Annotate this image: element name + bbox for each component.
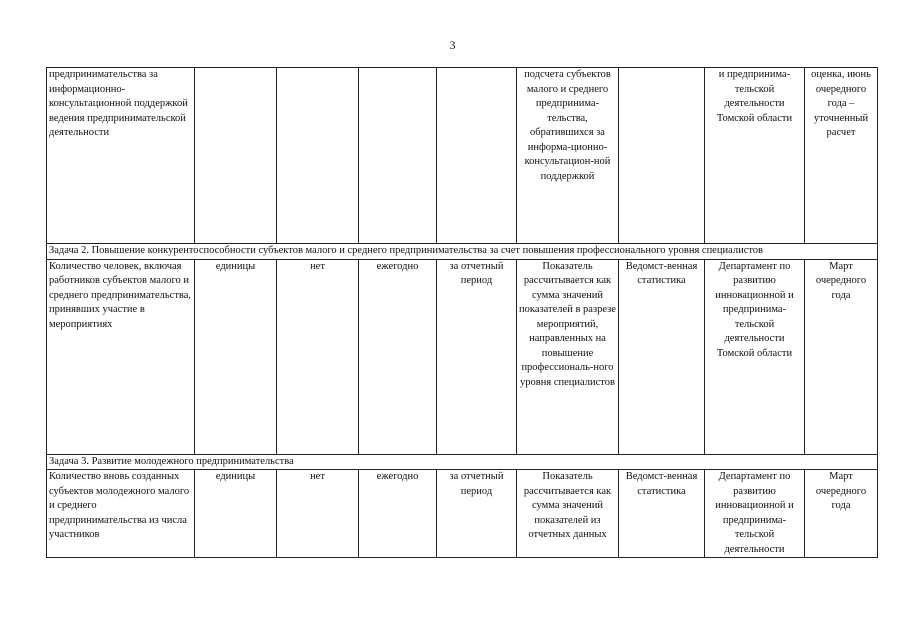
responsible-cell: Департамент по развитию инновационной и предпринима-тельской деятельности Томской области: [705, 259, 805, 454]
table-row: [47, 68, 878, 244]
method-cell: подсчета субъектов малого и среднего предпринима-тельства, обратившихся за информа-ционно-консультацион-ной поддержкой: [517, 68, 619, 244]
method-cell: Показатель рассчитывается как сумма значений показателей из отчетных данных: [517, 470, 619, 558]
source-cell: [619, 68, 705, 244]
indicator-name-cell: предпринимательства за информационно-консультационной поддержкой ведения предпринимательской деятельности: [47, 68, 195, 244]
method-cell: Показатель рассчитывается как сумма значений показателей в разрезе мероприятий, направленных на повышение профессиональ-ного уровня специалистов: [517, 259, 619, 454]
deadline-cell: Март очередного года: [805, 470, 878, 558]
type-cell: нет: [277, 470, 359, 558]
indicator-name-cell: Количество вновь созданных субъектов молодежного малого и среднего предпринимательства из числа участников: [47, 470, 195, 558]
period-cell: [437, 68, 517, 244]
unit-cell: единицы: [195, 259, 277, 454]
task-3-heading: Задача 3. Развитие молодежного предпринимательства: [47, 454, 878, 470]
source-cell: Ведомст-венная статистика: [619, 259, 705, 454]
frequency-cell: ежегодно: [359, 470, 437, 558]
task-2-heading: Задача 2. Повышение конкурентоспособности субъектов малого и среднего предпринимательства за счет повышения профессионального уровня специалистов: [47, 244, 878, 260]
task-row: [47, 454, 878, 470]
responsible-cell: и предпринима-тельской деятельности Томской области: [705, 68, 805, 244]
responsible-cell: Департамент по развитию инновационной и предпринима-тельской деятельности: [705, 470, 805, 558]
frequency-cell: ежегодно: [359, 259, 437, 454]
type-cell: [277, 68, 359, 244]
indicators-table: [46, 67, 878, 558]
page-number: 3: [449, 38, 456, 52]
task-row: [47, 244, 878, 260]
period-cell: за отчетный период: [437, 259, 517, 454]
unit-cell: единицы: [195, 470, 277, 558]
period-cell: за отчетный период: [437, 470, 517, 558]
type-cell: нет: [277, 259, 359, 454]
deadline-cell: оценка, июнь очередного года – уточненный расчет: [805, 68, 878, 244]
table-row: [47, 470, 878, 558]
table-row: [47, 259, 878, 454]
unit-cell: [195, 68, 277, 244]
indicator-name-cell: Количество человек, включая работников субъектов малого и среднего предпринимательства, принявших участие в мероприятиях: [47, 259, 195, 454]
source-cell: Ведомст-венная статистика: [619, 470, 705, 558]
deadline-cell: Март очередного года: [805, 259, 878, 454]
frequency-cell: [359, 68, 437, 244]
